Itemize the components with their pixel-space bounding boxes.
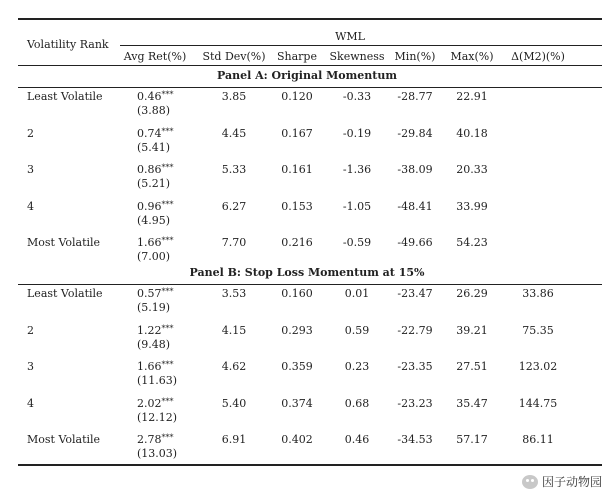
significance-stars: *** bbox=[161, 236, 174, 245]
significance-stars: *** bbox=[161, 323, 174, 333]
dm2-cell: 33.86 bbox=[522, 287, 554, 300]
significance-stars: *** bbox=[161, 396, 174, 406]
max-cell: 27.51 bbox=[456, 360, 488, 373]
t-stat-cell: (11.63) bbox=[137, 374, 178, 387]
header-group-label: WML bbox=[335, 30, 365, 43]
avg-return-cell bbox=[137, 90, 174, 104]
std-cell: 5.40 bbox=[221, 396, 247, 410]
row-label: 2 bbox=[27, 126, 34, 140]
sharpe-cell: 0.120 bbox=[281, 90, 313, 103]
min-cell: -23.35 bbox=[397, 360, 433, 373]
wechat-icon bbox=[522, 475, 538, 489]
avg-return-cell bbox=[137, 200, 174, 214]
max-cell: 35.47 bbox=[456, 396, 488, 410]
max-cell: 39.21 bbox=[456, 323, 488, 337]
rule-line bbox=[18, 18, 602, 20]
avg-return-value: 0.46 bbox=[137, 90, 162, 103]
sharpe-cell: 0.293 bbox=[281, 323, 313, 337]
std-cell: 4.62 bbox=[221, 360, 247, 373]
significance-stars: *** bbox=[161, 287, 174, 296]
avg-return-cell bbox=[137, 127, 174, 141]
avg-return-cell bbox=[137, 324, 174, 338]
min-cell: -23.47 bbox=[397, 287, 433, 300]
row-label: Most Volatile bbox=[27, 236, 101, 249]
avg-return-value: 2.78 bbox=[137, 433, 162, 446]
t-stat-cell: (12.12) bbox=[137, 410, 178, 424]
skew-cell: 0.59 bbox=[344, 323, 370, 337]
dm2-cell: 86.11 bbox=[522, 433, 554, 446]
avg-return-value: 0.86 bbox=[137, 163, 162, 176]
rule-line bbox=[18, 87, 602, 88]
rule-line bbox=[18, 284, 602, 285]
row-label: Least Volatile bbox=[27, 90, 103, 103]
rule-line bbox=[120, 45, 602, 46]
column-header-sharpe: Sharpe bbox=[277, 50, 317, 63]
skew-cell: 0.01 bbox=[344, 287, 370, 300]
skew-cell: 0.23 bbox=[344, 360, 370, 373]
min-cell: -38.09 bbox=[397, 163, 433, 176]
watermark-text: 因子动物园 bbox=[541, 475, 602, 489]
min-cell: -48.41 bbox=[397, 199, 433, 213]
skew-cell: -0.19 bbox=[342, 126, 372, 140]
t-stat-cell: (5.41) bbox=[137, 140, 171, 154]
sharpe-cell: 0.359 bbox=[281, 360, 313, 373]
min-cell: -34.53 bbox=[397, 433, 433, 446]
significance-stars: *** bbox=[161, 163, 174, 172]
row-label: Least Volatile bbox=[27, 287, 103, 300]
rule-line bbox=[18, 65, 602, 66]
std-cell: 3.85 bbox=[221, 90, 247, 103]
avg-return-value: 0.57 bbox=[137, 287, 162, 300]
rule-line bbox=[18, 464, 602, 466]
avg-return-cell bbox=[137, 433, 174, 447]
row-label: 3 bbox=[27, 360, 34, 373]
max-cell: 26.29 bbox=[456, 287, 488, 300]
avg-return-cell bbox=[137, 360, 174, 374]
skew-cell: -1.05 bbox=[342, 199, 372, 213]
row-label: 3 bbox=[27, 163, 34, 176]
min-cell: -49.66 bbox=[397, 236, 433, 249]
significance-stars: *** bbox=[161, 199, 174, 209]
min-cell: -28.77 bbox=[397, 90, 433, 103]
t-stat-cell: (3.88) bbox=[137, 104, 171, 117]
panel-title: Panel A: Original Momentum bbox=[217, 69, 397, 82]
min-cell: -22.79 bbox=[397, 323, 433, 337]
avg-return-value: 2.02 bbox=[137, 396, 162, 410]
min-cell: -23.23 bbox=[397, 396, 433, 410]
column-header-dm2: Δ(M2)(%) bbox=[511, 50, 565, 63]
significance-stars: *** bbox=[161, 360, 174, 369]
max-cell: 22.91 bbox=[456, 90, 488, 103]
skew-cell: -0.33 bbox=[342, 90, 372, 103]
sharpe-cell: 0.160 bbox=[281, 287, 313, 300]
significance-stars: *** bbox=[161, 90, 174, 99]
min-cell: -29.84 bbox=[397, 126, 433, 140]
row-label: Most Volatile bbox=[27, 433, 101, 446]
avg-return-value: 0.74 bbox=[137, 126, 162, 140]
std-cell: 3.53 bbox=[221, 287, 247, 300]
column-header-max: Max(%) bbox=[450, 50, 494, 63]
t-stat-cell: (13.03) bbox=[137, 447, 178, 460]
row-label: 4 bbox=[27, 199, 34, 213]
dm2-cell: 75.35 bbox=[522, 323, 554, 337]
max-cell: 57.17 bbox=[456, 433, 488, 446]
avg-return-value: 1.22 bbox=[137, 323, 162, 337]
max-cell: 40.18 bbox=[456, 126, 488, 140]
row-label: 2 bbox=[27, 323, 34, 337]
significance-stars: *** bbox=[161, 433, 174, 442]
row-label: 4 bbox=[27, 396, 34, 410]
dm2-cell: 144.75 bbox=[518, 396, 558, 410]
avg-return-value: 1.66 bbox=[137, 360, 162, 373]
std-cell: 6.91 bbox=[221, 433, 247, 446]
panel-title: Panel B: Stop Loss Momentum at 15% bbox=[189, 266, 425, 279]
avg-return-value: 0.96 bbox=[137, 199, 162, 213]
t-stat-cell: (4.95) bbox=[137, 213, 171, 227]
sharpe-cell: 0.216 bbox=[281, 236, 313, 249]
max-cell: 20.33 bbox=[456, 163, 488, 176]
std-cell: 4.45 bbox=[221, 126, 247, 140]
std-cell: 7.70 bbox=[221, 236, 247, 249]
skew-cell: -0.59 bbox=[342, 236, 372, 249]
sharpe-cell: 0.167 bbox=[281, 126, 313, 140]
t-stat-cell: (5.19) bbox=[137, 301, 171, 314]
sharpe-cell: 0.402 bbox=[281, 433, 313, 446]
skew-cell: 0.68 bbox=[344, 396, 370, 410]
avg-return-cell bbox=[137, 163, 174, 177]
std-cell: 5.33 bbox=[221, 163, 247, 176]
avg-return-value: 1.66 bbox=[137, 236, 162, 249]
t-stat-cell: (7.00) bbox=[137, 250, 171, 263]
sharpe-cell: 0.161 bbox=[281, 163, 313, 176]
max-cell: 33.99 bbox=[456, 199, 488, 213]
column-header-min: Min(%) bbox=[394, 50, 436, 63]
std-cell: 4.15 bbox=[221, 323, 247, 337]
watermark bbox=[522, 473, 602, 490]
t-stat-cell: (9.48) bbox=[137, 337, 171, 351]
avg-return-cell bbox=[137, 397, 174, 411]
dm2-cell: 123.02 bbox=[518, 360, 558, 373]
significance-stars: *** bbox=[161, 126, 174, 136]
header-rank-label: Volatility Rank bbox=[27, 38, 109, 51]
sharpe-cell: 0.153 bbox=[281, 199, 313, 213]
t-stat-cell: (5.21) bbox=[137, 177, 171, 190]
column-header-avg: Avg Ret(%) bbox=[123, 50, 187, 63]
column-header-std: Std Dev(%) bbox=[202, 50, 266, 63]
max-cell: 54.23 bbox=[456, 236, 488, 249]
sharpe-cell: 0.374 bbox=[281, 396, 313, 410]
avg-return-cell bbox=[137, 236, 174, 250]
avg-return-cell bbox=[137, 287, 174, 301]
std-cell: 6.27 bbox=[221, 199, 247, 213]
column-header-skew: Skewness bbox=[329, 50, 385, 63]
skew-cell: -1.36 bbox=[342, 163, 372, 176]
skew-cell: 0.46 bbox=[344, 433, 370, 446]
